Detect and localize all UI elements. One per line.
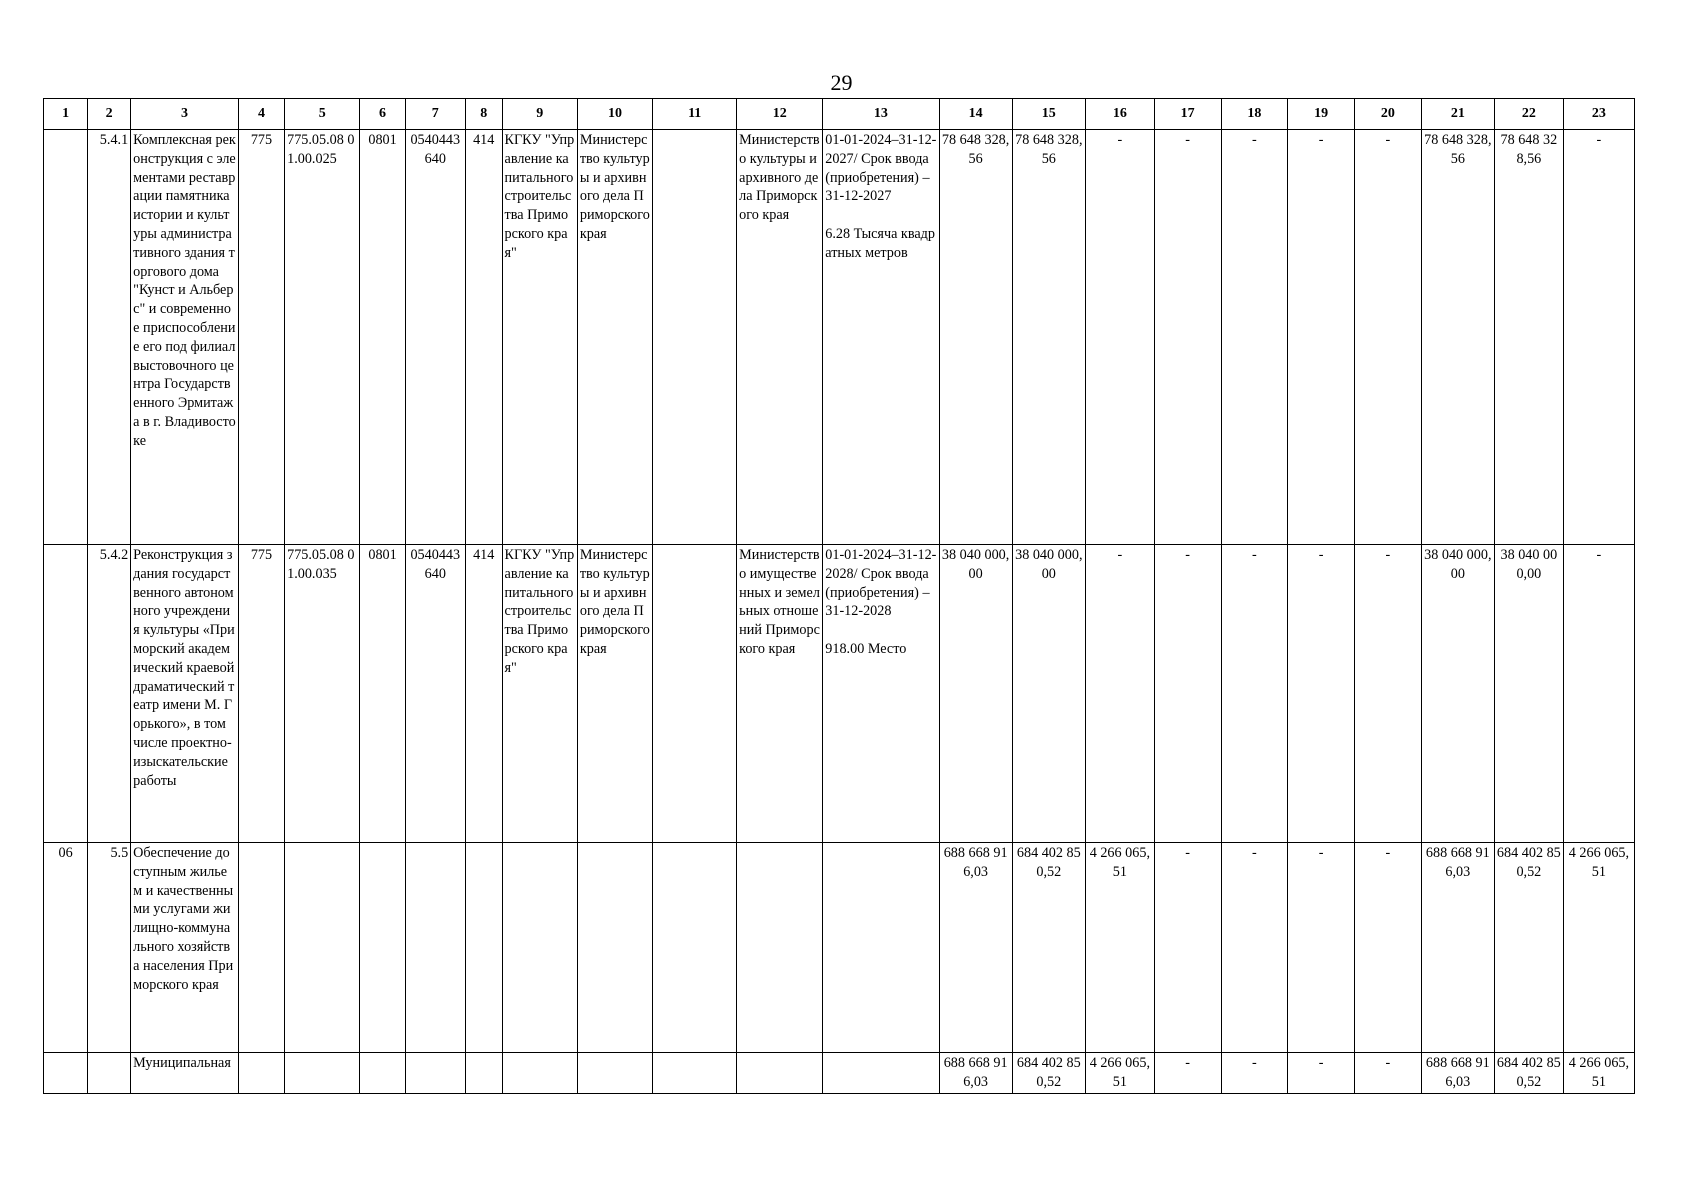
table-cell — [405, 843, 465, 1053]
table-cell: 0540443640 — [405, 545, 465, 843]
table-cell: - — [1085, 545, 1154, 843]
table-cell: 4 266 065,51 — [1563, 1053, 1634, 1094]
table-row — [44, 130, 1635, 545]
table-cell: 414 — [465, 545, 502, 843]
table-cell: Обеспечение доступным жильем и качественными услугами жилищно-коммунального хозяйства населения Приморского края — [131, 843, 239, 1053]
header-cell: 22 — [1494, 99, 1563, 130]
table-cell — [360, 1053, 405, 1094]
table-cell: Министерство имущественных и земельных отношений Приморского края — [737, 545, 823, 843]
table-cell — [653, 1053, 737, 1094]
table-cell: - — [1221, 843, 1288, 1053]
header-cell: 8 — [465, 99, 502, 130]
table-cell: - — [1354, 130, 1421, 545]
table-cell: - — [1354, 843, 1421, 1053]
table-cell: 775.05.08 01.00.035 — [285, 545, 360, 843]
table-row — [44, 1053, 1635, 1094]
table-cell: 78 648 328,56 — [939, 130, 1012, 545]
header-cell: 9 — [502, 99, 577, 130]
table-cell: 01-01-2024–31-12-2027/ Срок ввода (приобретения) – 31-12-2027 6.28 Тысяча квадратных метров — [823, 130, 939, 545]
table-cell: 78 648 328,56 — [1494, 130, 1563, 545]
table-cell — [737, 1053, 823, 1094]
table-cell: 0801 — [360, 545, 405, 843]
table-cell: 78 648 328,56 — [1421, 130, 1494, 545]
table-cell — [502, 843, 577, 1053]
header-cell: 2 — [88, 99, 131, 130]
table-cell: 684 402 850,52 — [1012, 1053, 1085, 1094]
table-cell: 684 402 850,52 — [1494, 1053, 1563, 1094]
table-cell: - — [1288, 843, 1355, 1053]
table-cell: Муниципальная — [131, 1053, 239, 1094]
table-cell: - — [1154, 1053, 1221, 1094]
table-cell: 0540443640 — [405, 130, 465, 545]
header-cell: 6 — [360, 99, 405, 130]
header-cell: 15 — [1012, 99, 1085, 130]
header-cell: 18 — [1221, 99, 1288, 130]
table-cell: - — [1085, 130, 1154, 545]
table-cell: 01-01-2024–31-12-2028/ Срок ввода (приобретения) – 31-12-2028 918.00 Место — [823, 545, 939, 843]
table-cell — [44, 1053, 88, 1094]
table-row — [44, 545, 1635, 843]
table-cell — [360, 843, 405, 1053]
table-cell — [465, 843, 502, 1053]
table-cell: Министерство культуры и архивного дела Приморского края — [577, 130, 652, 545]
table-cell — [653, 130, 737, 545]
header-cell: 10 — [577, 99, 652, 130]
table-cell: 78 648 328,56 — [1012, 130, 1085, 545]
table-cell — [653, 545, 737, 843]
table-cell — [465, 1053, 502, 1094]
header-cell: 7 — [405, 99, 465, 130]
table-cell: 4 266 065,51 — [1085, 843, 1154, 1053]
header-cell: 19 — [1288, 99, 1355, 130]
table-cell: 688 668 916,03 — [1421, 1053, 1494, 1094]
header-row — [44, 99, 1635, 130]
table-cell: Реконструкция здания государственного автономного учреждения культуры «Приморский академический краевой драматический театр имени М. Горького», в том числе проектно-изыскательские работы — [131, 545, 239, 843]
table-cell: - — [1288, 130, 1355, 545]
table-cell: 38 040 000,00 — [1012, 545, 1085, 843]
table-cell: 775.05.08 01.00.025 — [285, 130, 360, 545]
table-cell: 5.4.1 — [88, 130, 131, 545]
header-cell: 23 — [1563, 99, 1634, 130]
table-cell: - — [1221, 130, 1288, 545]
header-cell: 14 — [939, 99, 1012, 130]
table-cell: 5.5 — [88, 843, 131, 1053]
table-cell — [238, 843, 284, 1053]
table-cell — [823, 843, 939, 1053]
table-cell — [285, 843, 360, 1053]
table-cell: 5.4.2 — [88, 545, 131, 843]
table-cell: - — [1154, 545, 1221, 843]
table-cell: 38 040 000,00 — [939, 545, 1012, 843]
table-cell: Министерство культуры и архивного дела Приморского края — [737, 130, 823, 545]
table-cell: КГКУ "Управление капитального строительства Приморского края" — [502, 130, 577, 545]
table-cell — [653, 843, 737, 1053]
table-cell: 684 402 850,52 — [1012, 843, 1085, 1053]
table-cell — [823, 1053, 939, 1094]
table-cell: 4 266 065,51 — [1563, 843, 1634, 1053]
table-row — [44, 843, 1635, 1053]
table-cell — [577, 843, 652, 1053]
header-cell: 11 — [653, 99, 737, 130]
header-cell: 5 — [285, 99, 360, 130]
table-cell: 38 040 000,00 — [1494, 545, 1563, 843]
table-cell — [405, 1053, 465, 1094]
table-cell — [737, 843, 823, 1053]
header-cell: 16 — [1085, 99, 1154, 130]
table-cell: - — [1154, 130, 1221, 545]
page-number: 29 — [830, 70, 853, 95]
table-cell: - — [1354, 545, 1421, 843]
table-cell: 684 402 850,52 — [1494, 843, 1563, 1053]
table-cell — [577, 1053, 652, 1094]
table-cell: Комплексная реконструкция с элементами реставрации памятника истории и культуры административного здания торгового дома "Кунст и Альберс" и современное приспособление его под филиал выстовочного центра Государственного Эрмитажа в г. Владивостоке — [131, 130, 239, 545]
table-cell — [502, 1053, 577, 1094]
table-cell: 775 — [238, 130, 284, 545]
table-cell — [44, 545, 88, 843]
table-cell — [238, 1053, 284, 1094]
table-cell: КГКУ "Управление капитального строительства Приморского края" — [502, 545, 577, 843]
header-cell: 13 — [823, 99, 939, 130]
table-cell: 0801 — [360, 130, 405, 545]
header-cell: 4 — [238, 99, 284, 130]
table-cell: - — [1221, 545, 1288, 843]
table-cell: - — [1288, 1053, 1355, 1094]
table-cell: 414 — [465, 130, 502, 545]
table-cell: 688 668 916,03 — [939, 843, 1012, 1053]
table-cell: - — [1154, 843, 1221, 1053]
table-cell — [285, 1053, 360, 1094]
table-cell: Министерство культуры и архивного дела Приморского края — [577, 545, 652, 843]
header-cell: 21 — [1421, 99, 1494, 130]
table-cell: 38 040 000,00 — [1421, 545, 1494, 843]
table-cell: 688 668 916,03 — [1421, 843, 1494, 1053]
table-cell: - — [1288, 545, 1355, 843]
table-cell: 06 — [44, 843, 88, 1053]
table-cell — [44, 130, 88, 545]
table-cell — [88, 1053, 131, 1094]
table-cell: - — [1563, 130, 1634, 545]
table-cell: 775 — [238, 545, 284, 843]
table-cell: 4 266 065,51 — [1085, 1053, 1154, 1094]
table-cell: - — [1354, 1053, 1421, 1094]
header-cell: 20 — [1354, 99, 1421, 130]
table-cell: - — [1221, 1053, 1288, 1094]
table-cell: 688 668 916,03 — [939, 1053, 1012, 1094]
header-cell: 12 — [737, 99, 823, 130]
header-cell: 1 — [44, 99, 88, 130]
header-cell: 3 — [131, 99, 239, 130]
header-cell: 17 — [1154, 99, 1221, 130]
table-cell: - — [1563, 545, 1634, 843]
budget-table — [43, 98, 1635, 1094]
